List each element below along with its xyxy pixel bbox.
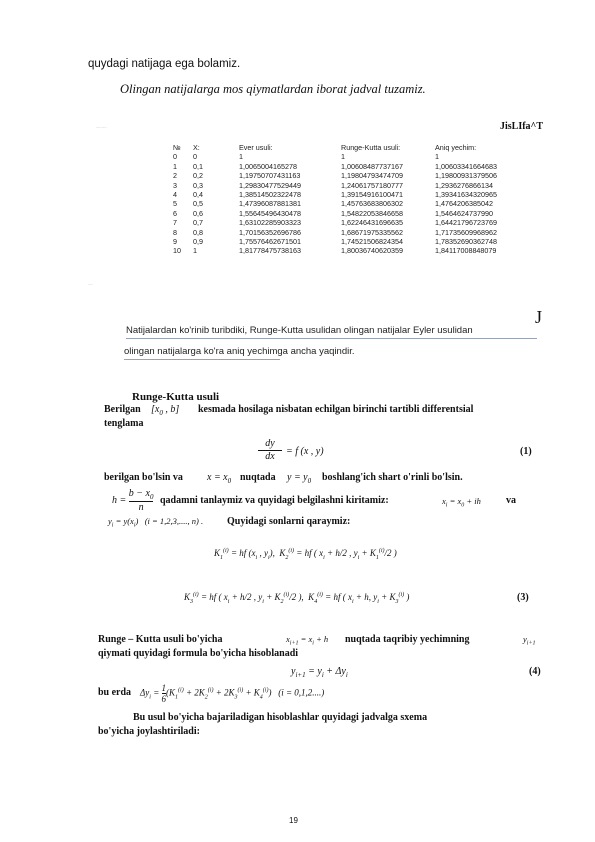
table-row xyxy=(173,171,525,180)
step-formula: $h = b - x_0$ n xyxy=(112,488,154,513)
table-cell: 0 xyxy=(173,152,177,162)
table-cell: 0,7 xyxy=(193,218,203,228)
screenshot-title-bar: ············· xyxy=(96,126,107,129)
table-cell: 1 xyxy=(239,152,243,162)
table-cell: 1,78352690362748 xyxy=(435,237,497,247)
conclusion-underline-2 xyxy=(124,359,280,360)
eq1-derivative: dy dx xyxy=(258,438,282,462)
table-cell: 7 xyxy=(173,218,177,228)
table-cell: 1,24061757180777 xyxy=(341,180,403,190)
table-cell: 10 xyxy=(173,246,181,256)
eq1-number: (1) xyxy=(520,446,532,457)
table-cell: 1,2936276866134 xyxy=(435,180,493,190)
conclusion-line-2: olingan natijalarga ko'ra aniq yechimga ancha yaqindir. xyxy=(124,346,355,357)
table-row xyxy=(173,246,525,255)
table-cell: 1,74521506824354 xyxy=(341,237,403,247)
table-cell: 1,39341634320965 xyxy=(435,190,497,200)
table-cell: 1,64421796723769 xyxy=(435,218,497,228)
para4: Quyidagi sonlarni qaraymiz: xyxy=(227,516,351,527)
intro-line-2: Olingan natijalarga mos qiymatlardan iborat jadval tuzamiz. xyxy=(120,82,426,96)
table-cell: 1,0065004165278 xyxy=(239,161,297,171)
init-x-formula: $x = x_0$ xyxy=(207,472,232,485)
para1-end: tenglama xyxy=(104,418,144,429)
table-cell: 1,75576462671501 xyxy=(239,237,301,247)
table-cell: 1,39154916100471 xyxy=(341,190,403,200)
para2-end: boshlang'ich shart o'rinli bo'lsin. xyxy=(322,472,463,483)
table-row xyxy=(173,190,525,199)
table-cell: 8 xyxy=(173,227,177,237)
delta-y-formula: $\Delta y_i = 1$ 6 $(K_1^{(i)} + 2K_2^{(i)} + 2K_3^{(i)} + K_4^{(i)}) (i = 0,1,2....)$ xyxy=(140,683,325,704)
table-cell: 1,84117008848079 xyxy=(435,246,497,256)
intro-line-1: quydagi natijaga ega bolamiz. xyxy=(88,58,241,70)
table-cell: 5 xyxy=(173,199,177,209)
table-cell: 0,6 xyxy=(193,208,203,218)
eq4-formula: $y_{i+1} = y_i + \Delta y_i$ xyxy=(291,666,348,679)
para8: bo'yicha joylashtiriladi: xyxy=(98,726,200,737)
table-cell: 1,38514502322478 xyxy=(239,190,301,200)
para2-mid: nuqtada xyxy=(240,472,276,483)
table-cell: 1,62246431696635 xyxy=(341,218,403,228)
yi-formula: $y_i = y(x_i) (i = 1,2,3$,...., n) . xyxy=(108,516,204,529)
table-cell: 1,00608487737167 xyxy=(341,161,403,171)
eq1-rhs: = f (x , y) xyxy=(286,446,324,457)
col-header-number: № xyxy=(173,143,181,152)
table-cell: 1 xyxy=(435,152,439,162)
col-header-runge-kutta: Runge-Kutta usuli: xyxy=(341,143,401,152)
results-table xyxy=(173,143,525,256)
results-header-row xyxy=(173,143,525,152)
para5-start: Runge – Kutta usuli bo'yicha xyxy=(98,634,223,645)
col-header-x: X: xyxy=(193,143,200,152)
table-row xyxy=(173,228,525,237)
table-cell: 1,29830477529449 xyxy=(239,180,301,190)
section-heading: Runge-Kutta usuli xyxy=(132,391,220,403)
table-cell: 1,68671975335562 xyxy=(341,227,403,237)
para5-end: qiymati quyidagi formula bo'yicha hisoblanadi xyxy=(98,648,299,659)
table-cell: 1,54822053846658 xyxy=(341,208,403,218)
interval-formula: [$x_0$ , b] xyxy=(151,404,180,417)
yi1-symbol: $y_{i+1}$ xyxy=(523,634,536,647)
para2-start: berilgan bo'lsin va xyxy=(104,472,183,483)
table-cell: 4 xyxy=(173,190,177,200)
conclusion-underline-1 xyxy=(126,338,537,339)
screenshot-j-glyph: J xyxy=(535,307,543,327)
screenshot-brand: JisLIfa^T xyxy=(500,121,544,132)
para1-rest: kesmada hosilaga nisbatan echilgan birinchi tartibli differentsial xyxy=(198,404,474,415)
table-cell: 0,1 xyxy=(193,161,203,171)
table-row xyxy=(173,181,525,190)
para6-start: bu erda xyxy=(98,687,132,698)
table-cell: 1,80036740620359 xyxy=(341,246,403,256)
table-cell: 6 xyxy=(173,208,177,218)
table-cell: 1 xyxy=(193,246,197,256)
table-cell: 9 xyxy=(173,237,177,247)
screenshot-side-label: ······ xyxy=(88,283,93,286)
table-cell: 0,4 xyxy=(193,190,203,200)
table-cell: 1,19804793474709 xyxy=(341,171,403,181)
table-cell: 0,5 xyxy=(193,199,203,209)
table-row xyxy=(173,218,525,227)
eq4-number: (4) xyxy=(529,666,541,677)
conclusion-line-1: Natijalardan ko'rinib turibdiki, Runge-Kutta usulidan olingan natijalar Eyler usulidan xyxy=(126,325,473,336)
table-cell: 1,81778475738163 xyxy=(239,246,301,256)
table-cell: 3 xyxy=(173,180,177,190)
k3-k4-formula: $K_3^{(i)}$ = hf ( $x_i + h/2$ , $y_i + K_2^{(i)}/2$ ), $K_4^{(i)}$ = hf ( $x_i + h$, $y_i + K_3^{(i)}$ ) xyxy=(184,592,410,605)
table-row xyxy=(173,162,525,171)
para3-and: va xyxy=(506,495,516,506)
k1-k2-formula: $K_1^{(i)}$ = hf ($x_i$ , $y_i$), $K_2^{(i)}$ = hf ( $x_i + h/2$ , $y_i + K_1^{(i)}/2$ ) xyxy=(214,548,397,561)
para1-start: Berilgan xyxy=(104,404,141,415)
table-cell: 1,47396087881381 xyxy=(239,199,301,209)
table-cell: 1,55645496430478 xyxy=(239,208,301,218)
table-cell: 0,8 xyxy=(193,227,203,237)
table-cell: 1 xyxy=(341,152,345,162)
table-cell: 1,19800931379506 xyxy=(435,171,497,181)
table-cell: 1,63102285903323 xyxy=(239,218,301,228)
init-y-formula: $y = y_0$ xyxy=(287,472,312,485)
table-cell: 2 xyxy=(173,171,177,181)
table-cell: 0,2 xyxy=(193,171,203,181)
table-cell: 1 xyxy=(173,161,177,171)
table-row xyxy=(173,237,525,246)
table-cell: 1,71735609968962 xyxy=(435,227,497,237)
col-header-exact: Aniq yechim: xyxy=(435,143,477,152)
table-cell: 1,4764206385042 xyxy=(435,199,493,209)
table-row xyxy=(173,209,525,218)
table-cell: 0,3 xyxy=(193,180,203,190)
table-cell: 1,70156352696786 xyxy=(239,227,301,237)
table-cell: 0 xyxy=(193,152,197,162)
table-row xyxy=(173,152,525,161)
eq3-number: (3) xyxy=(517,592,529,603)
table-cell: 1,19750707431163 xyxy=(239,171,301,181)
para3-start: qadamni tanlaymiz va quyidagi belgilashni kiritamiz: xyxy=(160,495,389,506)
table-row xyxy=(173,199,525,208)
table-cell: 1,00603341664683 xyxy=(435,161,497,171)
para7: Bu usul bo'yicha bajariladigan hisoblashlar quyidagi jadvalga sxema xyxy=(133,712,428,723)
col-header-euler: Ever usuli: xyxy=(239,143,273,152)
xi-formula: $x_i = x_0$ + ih xyxy=(442,496,481,509)
table-cell: 1,45763683806302 xyxy=(341,199,403,209)
xi1-formula: $x_{i+1} = x_i + h$ xyxy=(286,634,329,647)
para5-mid: nuqtada taqribiy yechimning xyxy=(345,634,470,645)
table-cell: 1,5464624737990 xyxy=(435,208,493,218)
page-number: 19 xyxy=(289,816,298,825)
table-cell: 0,9 xyxy=(193,237,203,247)
